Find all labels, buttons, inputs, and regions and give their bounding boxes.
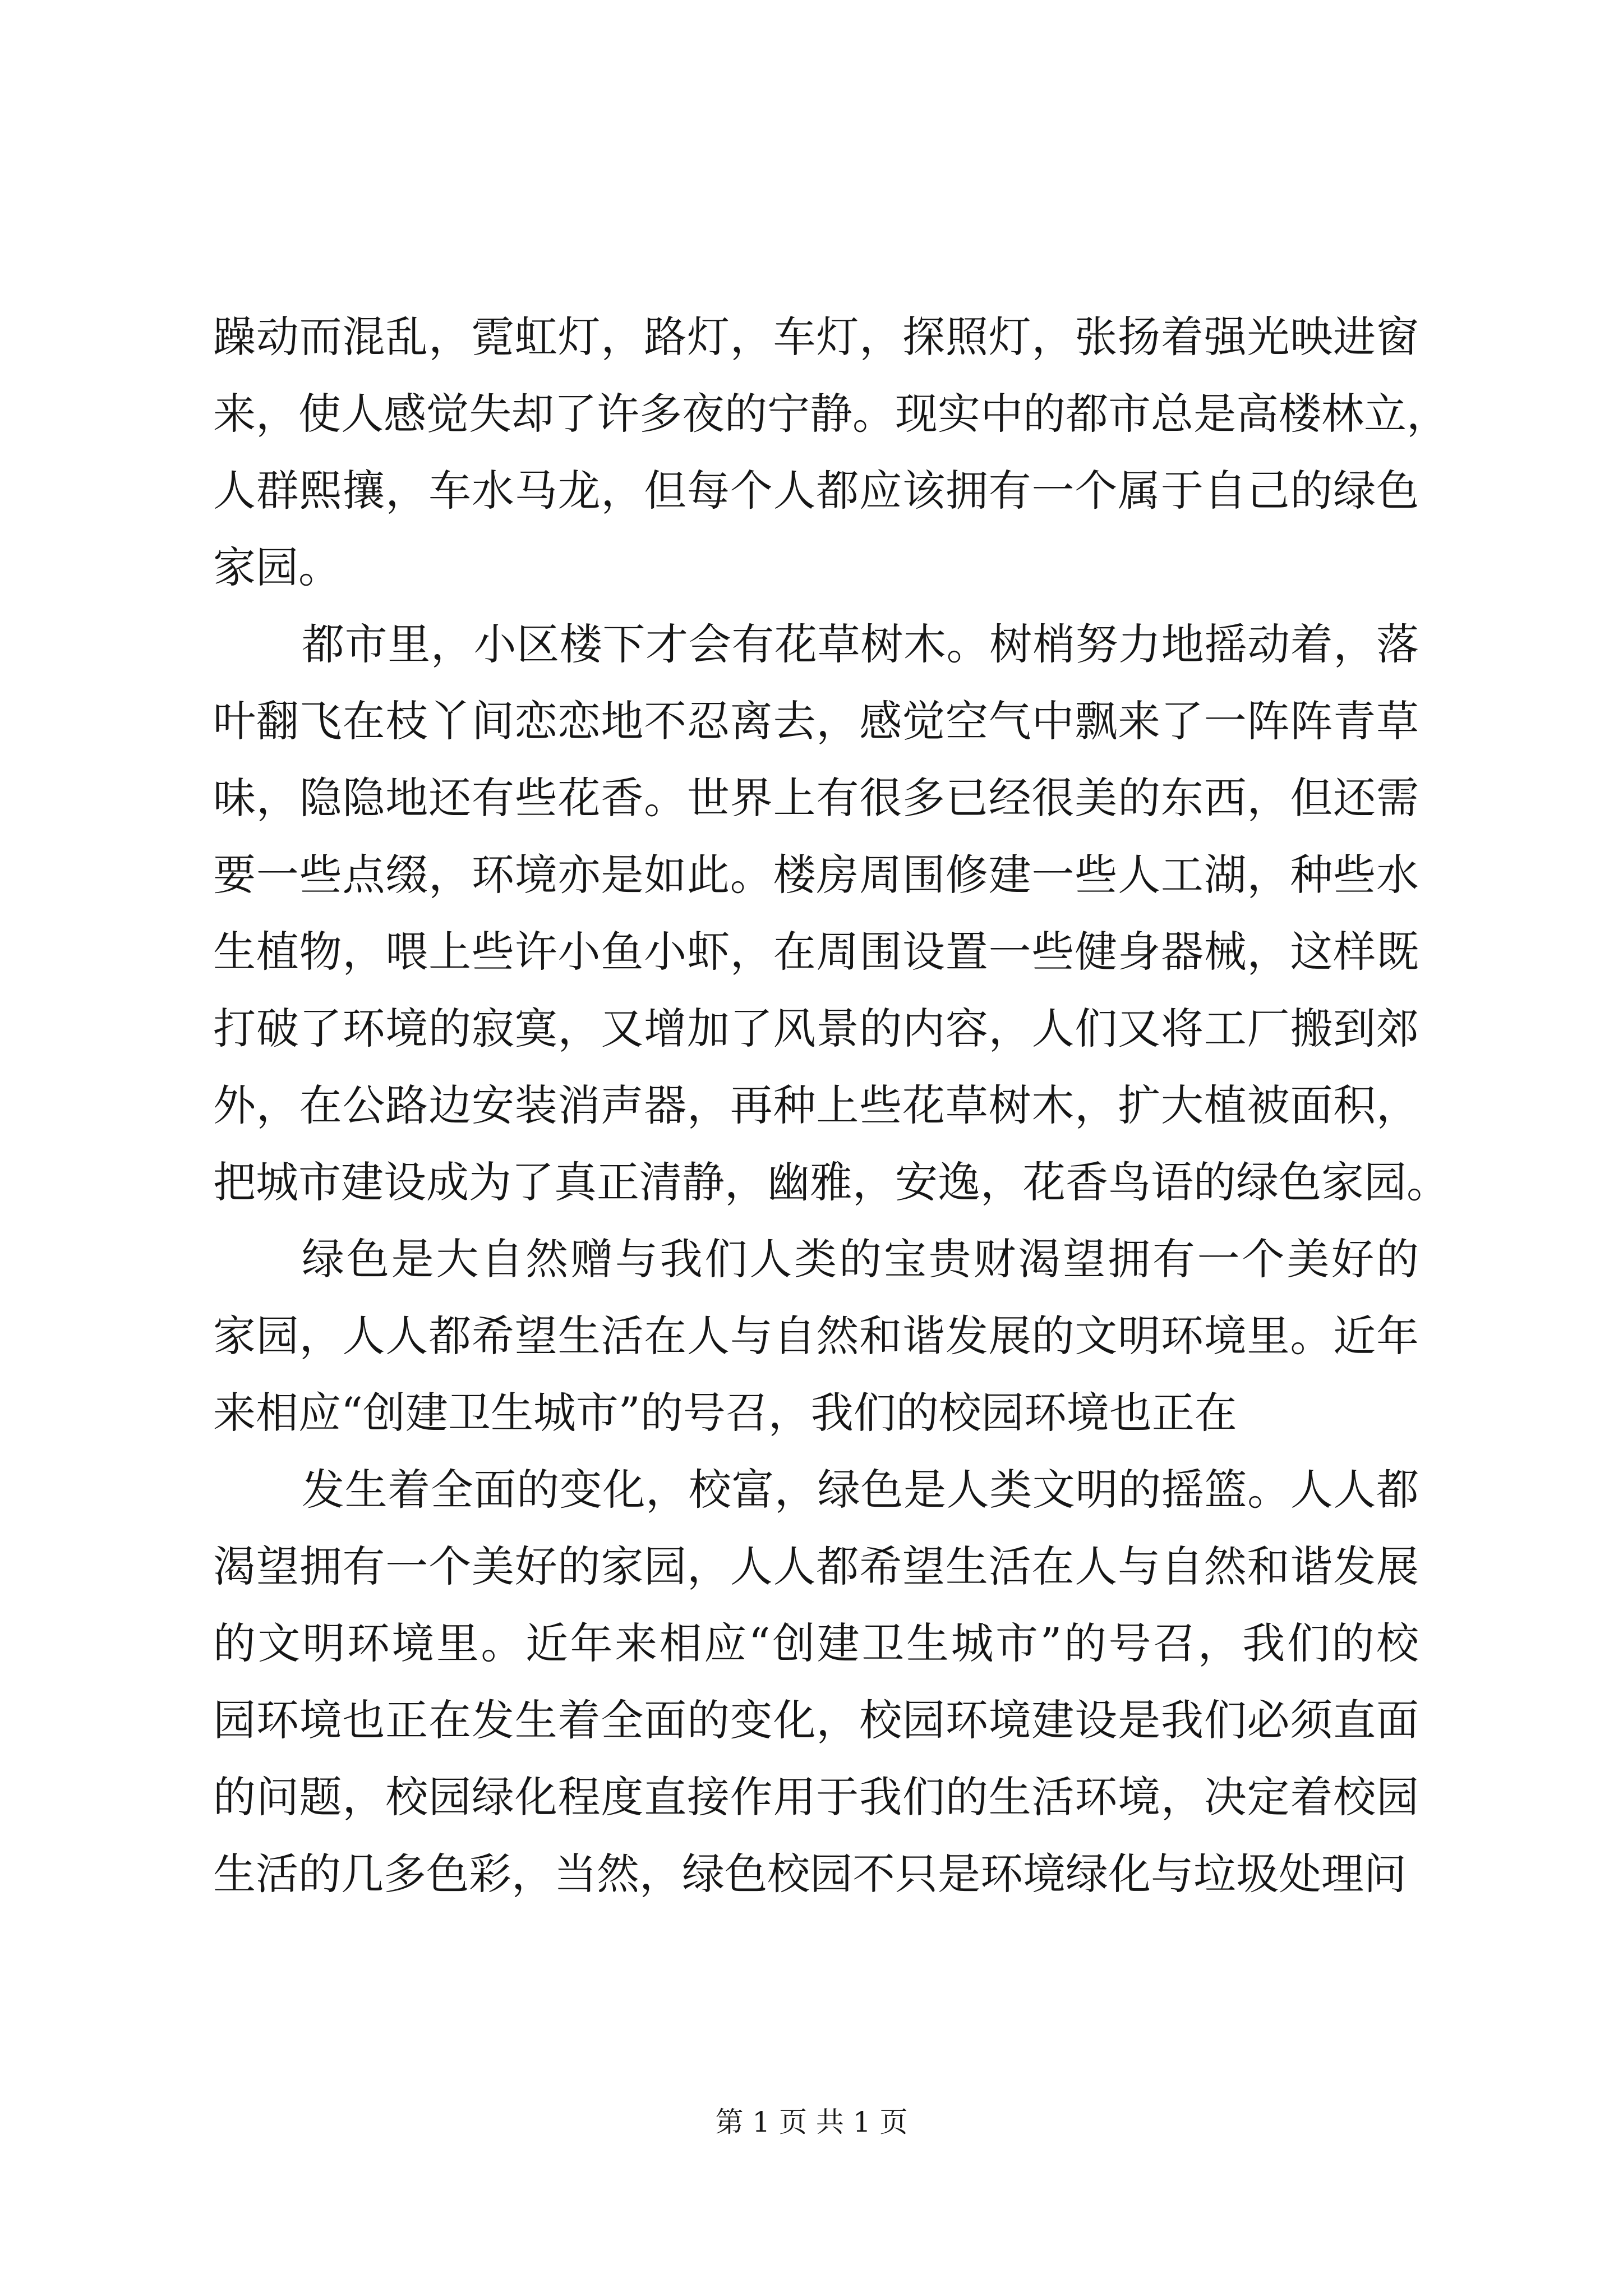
text-line: 叶翻飞在枝丫间恋恋地不忍离去，感觉空气中飘来了一阵阵青草	[213, 696, 1419, 746]
text-line: 家园。	[213, 542, 341, 592]
paragraph	[213, 606, 1449, 1221]
text-line: 生植物，喂上些许小鱼小虾，在周围设置一些健身器械，这样既	[213, 927, 1419, 977]
text-line: 外，在公路边安装消声器，再种上些花草树木，扩大植被面积，	[213, 1080, 1419, 1130]
paragraph	[213, 1221, 1419, 1451]
text-line: 的问题，校园绿化程度直接作用于我们的生活环境，决定着校园	[213, 1772, 1419, 1822]
text-line: 发生着全面的变化，校富，绿色是人类文明的摇篮。人人都	[302, 1465, 1419, 1515]
text-line: 家园，人人都希望生活在人与自然和谐发展的文明环境里。近年	[213, 1311, 1419, 1361]
text-line: 的文明环境里。近年来相应“创建卫生城市”的号召，我们的校	[213, 1618, 1419, 1668]
text-line: 味，隐隐地还有些花香。世界上有很多已经很美的东西，但还需	[213, 773, 1419, 823]
text-line: 都市里，小区楼下才会有花草树木。树梢努力地摇动着，落	[302, 619, 1419, 669]
page-footer: 第 1 页 共 1 页	[715, 2106, 908, 2138]
text-line: 躁动而混乱，霓虹灯，路灯，车灯，探照灯，张扬着强光映进窗	[213, 312, 1419, 362]
text-line: 把城市建设成为了真正清静，幽雅，安逸，花香鸟语的绿色家园。	[213, 1157, 1449, 1207]
text-line: 来相应“创建卫生城市”的号召，我们的校园环境也正在	[213, 1388, 1237, 1438]
text-line: 人群熙攘，车水马龙，但每个人都应该拥有一个属于自己的绿色	[213, 466, 1419, 516]
paragraph	[213, 298, 1449, 606]
text-line: 园环境也正在发生着全面的变化，校园环境建设是我们必须直面	[213, 1695, 1419, 1745]
text-line: 生活的几多色彩，当然，绿色校园不只是环境绿化与垃圾处理问	[213, 1849, 1407, 1899]
text-line: 渴望拥有一个美好的家园，人人都希望生活在人与自然和谐发展	[213, 1542, 1419, 1591]
text-line: 打破了环境的寂寞，又增加了风景的内容，人们又将工厂搬到郊	[213, 1004, 1419, 1053]
paragraph	[213, 1451, 1419, 1912]
text-line: 绿色是大自然赠与我们人类的宝贵财渴望拥有一个美好的	[302, 1234, 1419, 1284]
text-line: 来，使人感觉失却了许多夜的宁静。现实中的都市总是高楼林立，	[213, 389, 1449, 439]
text-line: 要一些点缀，环境亦是如此。楼房周围修建一些人工湖，种些水	[213, 850, 1419, 900]
document-body	[213, 298, 1449, 1912]
